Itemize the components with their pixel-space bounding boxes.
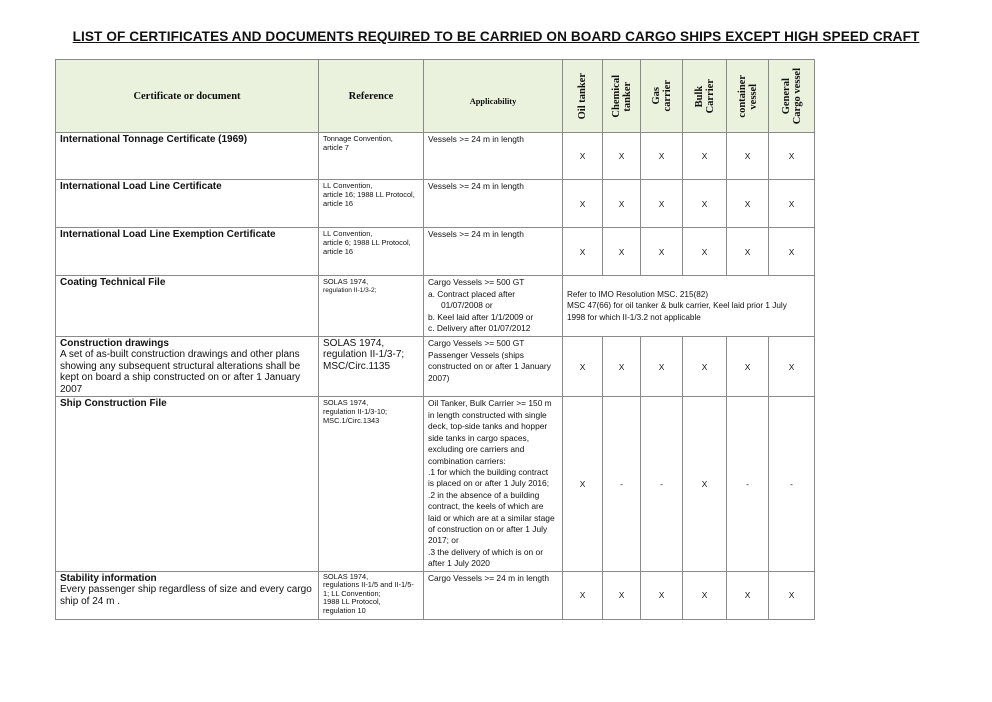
applicability-line: Passenger Vessels (ships — [428, 349, 524, 360]
applicability-cell — [424, 133, 563, 180]
mark-container-vessel: X — [727, 336, 769, 397]
reference-cell — [319, 276, 424, 337]
applicability-line: Vessels >= 24 m in length — [428, 134, 524, 144]
applicability-line: .1 for which the building contract — [428, 466, 549, 477]
mark-container-vessel: - — [727, 397, 769, 571]
applicability-line: a. Contract placed after — [428, 288, 516, 299]
certificate-cell — [56, 276, 319, 337]
mark-chemical-tanker: X — [603, 133, 641, 180]
applicability-line: deck, top-side tanks and hopper — [428, 421, 548, 432]
applicability-line: excluding ore carriers and — [428, 444, 525, 455]
applicability-cell — [424, 397, 563, 571]
applicability-cell — [424, 228, 563, 276]
mark-gas-carrier: X — [641, 336, 683, 397]
note-line: MSC 47(66) for oil tanker & bulk carrier, Keel laid prior 1 July — [567, 301, 787, 311]
header-certificate: Certificate or document — [56, 60, 319, 133]
mark-gas-carrier: X — [641, 571, 683, 619]
reference-line: 1; LL Convention; — [323, 588, 381, 598]
reference-cell — [319, 133, 424, 180]
header-general-cargo-vessel — [769, 60, 815, 133]
mark-oil-tanker: X — [563, 571, 603, 619]
mark-chemical-tanker: X — [603, 336, 641, 397]
table-row — [56, 397, 815, 571]
applicability-line: Cargo Vessels >= 500 GT — [428, 337, 525, 348]
reference-line: regulation II-1/3-7; — [323, 349, 405, 361]
applicability-line: Oil Tanker, Bulk Carrier >= 150 m — [428, 398, 552, 409]
certificate-title: International Load Line Certificate — [60, 181, 222, 192]
reference-cell — [319, 397, 424, 571]
mark-oil-tanker: X — [563, 336, 603, 397]
mark-bulk-carrier: X — [683, 571, 727, 619]
applicability-line: contract, the keels of which are — [428, 501, 544, 512]
certificate-cell — [56, 397, 319, 571]
reference-line: article 7 — [323, 143, 349, 152]
mark-bulk-carrier: X — [683, 133, 727, 180]
header-gas-carrier-label: Gas carrier — [650, 80, 673, 112]
header-gas-carrier — [641, 60, 683, 133]
reference-line: SOLAS 1974, — [323, 337, 385, 349]
certificate-description: A set of as-built construction drawings and other plans showing any subsequent structural alterations shall be kept on board a ship constructed on or after 1 January 2007 — [60, 349, 301, 395]
reference-line: article 16; 1988 LL Protocol, — [323, 190, 415, 199]
reference-line: LL Convention, — [323, 229, 373, 238]
reference-line: MSC/Circ.1135 — [323, 360, 391, 372]
applicability-line: c. Delivery after 01/07/2012 — [428, 323, 531, 334]
applicability-line: 01/07/2008 or — [441, 300, 493, 311]
reference-line: LL Convention, — [323, 181, 373, 190]
page-title: LIST OF CERTIFICATES AND DOCUMENTS REQUIRED TO BE CARRIED ON BOARD CARGO SHIPS EXCEPT HIGH SPEED CRAFT — [72, 29, 920, 44]
mark-bulk-carrier: X — [683, 336, 727, 397]
applicability-cell — [424, 276, 563, 337]
applicability-line: in length constructed with single — [428, 409, 547, 420]
reference-line: MSC.1/Circ.1343 — [323, 416, 380, 426]
header-container-vessel-label: container vessel — [736, 74, 759, 118]
table-row — [56, 336, 815, 397]
note-line: Refer to IMO Resolution MSC. 215(82) — [567, 289, 709, 299]
certificate-title: International Tonnage Certificate (1969) — [60, 134, 248, 145]
applicability-line: is placed on or after 1 July 2016; — [428, 478, 550, 489]
mark-chemical-tanker: X — [603, 571, 641, 619]
mark-oil-tanker: X — [563, 397, 603, 571]
applicability-line: laid or which are at a similar stage — [428, 512, 555, 523]
applicability-line: side tanks in cargo spaces, — [428, 432, 530, 443]
mark-general-cargo-vessel: X — [769, 228, 815, 276]
mark-container-vessel: X — [727, 180, 769, 228]
header-row — [56, 60, 815, 133]
applicability-line: .3 the delivery of which is on or — [428, 546, 543, 557]
mark-bulk-carrier: X — [683, 228, 727, 276]
applicability-line: Cargo Vessels >= 24 m in length — [428, 572, 550, 583]
header-chemical-tanker-label: Chemical tanker — [610, 74, 633, 118]
applicability-cell — [424, 180, 563, 228]
header-oil-tanker-label: Oil tanker — [577, 72, 588, 120]
mark-container-vessel: X — [727, 133, 769, 180]
table-row — [56, 276, 815, 337]
table-row — [56, 180, 815, 228]
reference-line: SOLAS 1974, — [323, 277, 369, 286]
reference-line: article 16 — [323, 247, 353, 256]
applicability-line: after 1 July 2020 — [428, 558, 490, 569]
mark-oil-tanker: X — [563, 133, 603, 180]
reference-cell — [319, 180, 424, 228]
certificate-cell — [56, 228, 319, 276]
mark-gas-carrier: X — [641, 133, 683, 180]
mark-general-cargo-vessel: X — [769, 571, 815, 619]
reference-cell — [319, 336, 424, 397]
certificate-title: Construction drawings — [60, 337, 169, 349]
applicability-cell — [424, 571, 563, 619]
certificate-cell — [56, 180, 319, 228]
mark-gas-carrier: - — [641, 397, 683, 571]
table-row — [56, 228, 815, 276]
applicability-cell — [424, 336, 563, 397]
mark-gas-carrier: X — [641, 180, 683, 228]
mark-general-cargo-vessel: - — [769, 397, 815, 571]
reference-line: article 6; 1988 LL Protocol, — [323, 238, 411, 247]
mark-bulk-carrier: X — [683, 397, 727, 571]
applicability-line: Vessels >= 24 m in length — [428, 181, 524, 191]
mark-general-cargo-vessel: X — [769, 133, 815, 180]
certificates-table — [55, 59, 815, 620]
certificate-cell — [56, 133, 319, 180]
note-line: 1998 for which II-1/3.2 not applicable — [567, 312, 701, 322]
header-general-cargo-vessel-label: General Cargo vessel — [780, 67, 803, 125]
certificate-title: Coating Technical File — [60, 277, 166, 288]
header-applicability: Applicability — [424, 60, 563, 133]
header-chemical-tanker — [603, 60, 641, 133]
header-reference: Reference — [319, 60, 424, 133]
mark-gas-carrier: X — [641, 228, 683, 276]
header-bulk-carrier-label: Bulk Carrier — [693, 78, 716, 114]
header-bulk-carrier — [683, 60, 727, 133]
reference-line: SOLAS 1974, — [323, 398, 369, 408]
mark-chemical-tanker: X — [603, 228, 641, 276]
applicability-line: of construction on or after 1 July — [428, 523, 548, 534]
reference-line: SOLAS 1974, — [323, 571, 369, 581]
certificate-description: Every passenger ship regardless of size and every cargo ship of 24 m . — [60, 584, 312, 607]
table-row — [56, 571, 815, 619]
reference-line: 1988 LL Protocol, — [323, 597, 381, 607]
applicability-line: combination carriers: — [428, 455, 506, 466]
reference-line: regulations II-1/5 and II-1/5- — [323, 580, 414, 590]
mark-container-vessel: X — [727, 571, 769, 619]
applicability-line: Cargo Vessels >= 500 GT — [428, 277, 525, 287]
mark-container-vessel: X — [727, 228, 769, 276]
mark-oil-tanker: X — [563, 180, 603, 228]
reference-line: article 16 — [323, 199, 353, 208]
header-oil-tanker — [563, 60, 603, 133]
table-row — [56, 133, 815, 180]
reference-line: Tonnage Convention, — [323, 134, 393, 143]
certificate-cell — [56, 336, 319, 397]
mark-chemical-tanker: X — [603, 180, 641, 228]
reference-cell — [319, 228, 424, 276]
applicability-line: b. Keel laid after 1/1/2009 or — [428, 311, 534, 322]
applicability-line: 2017; or — [428, 535, 459, 546]
applicability-line: 2007) — [428, 372, 450, 383]
certificate-title: International Load Line Exemption Certificate — [60, 229, 276, 240]
mark-oil-tanker: X — [563, 228, 603, 276]
applicability-line: .2 in the absence of a building — [428, 489, 540, 500]
resolution-note — [563, 276, 815, 337]
mark-general-cargo-vessel: X — [769, 180, 815, 228]
applicability-line: Vessels >= 24 m in length — [428, 229, 524, 239]
header-container-vessel — [727, 60, 769, 133]
applicability-line: constructed on or after 1 January — [428, 361, 551, 372]
certificate-title: Stability information — [60, 572, 157, 584]
reference-cell — [319, 571, 424, 619]
reference-line: regulation II-1/3-2; — [323, 287, 377, 294]
reference-line: regulation 10 — [323, 605, 366, 615]
certificate-title: Ship Construction File — [60, 398, 167, 410]
reference-line: regulation II-1/3-10; — [323, 407, 388, 417]
mark-bulk-carrier: X — [683, 180, 727, 228]
mark-general-cargo-vessel: X — [769, 336, 815, 397]
mark-chemical-tanker: - — [603, 397, 641, 571]
certificate-cell — [56, 571, 319, 619]
